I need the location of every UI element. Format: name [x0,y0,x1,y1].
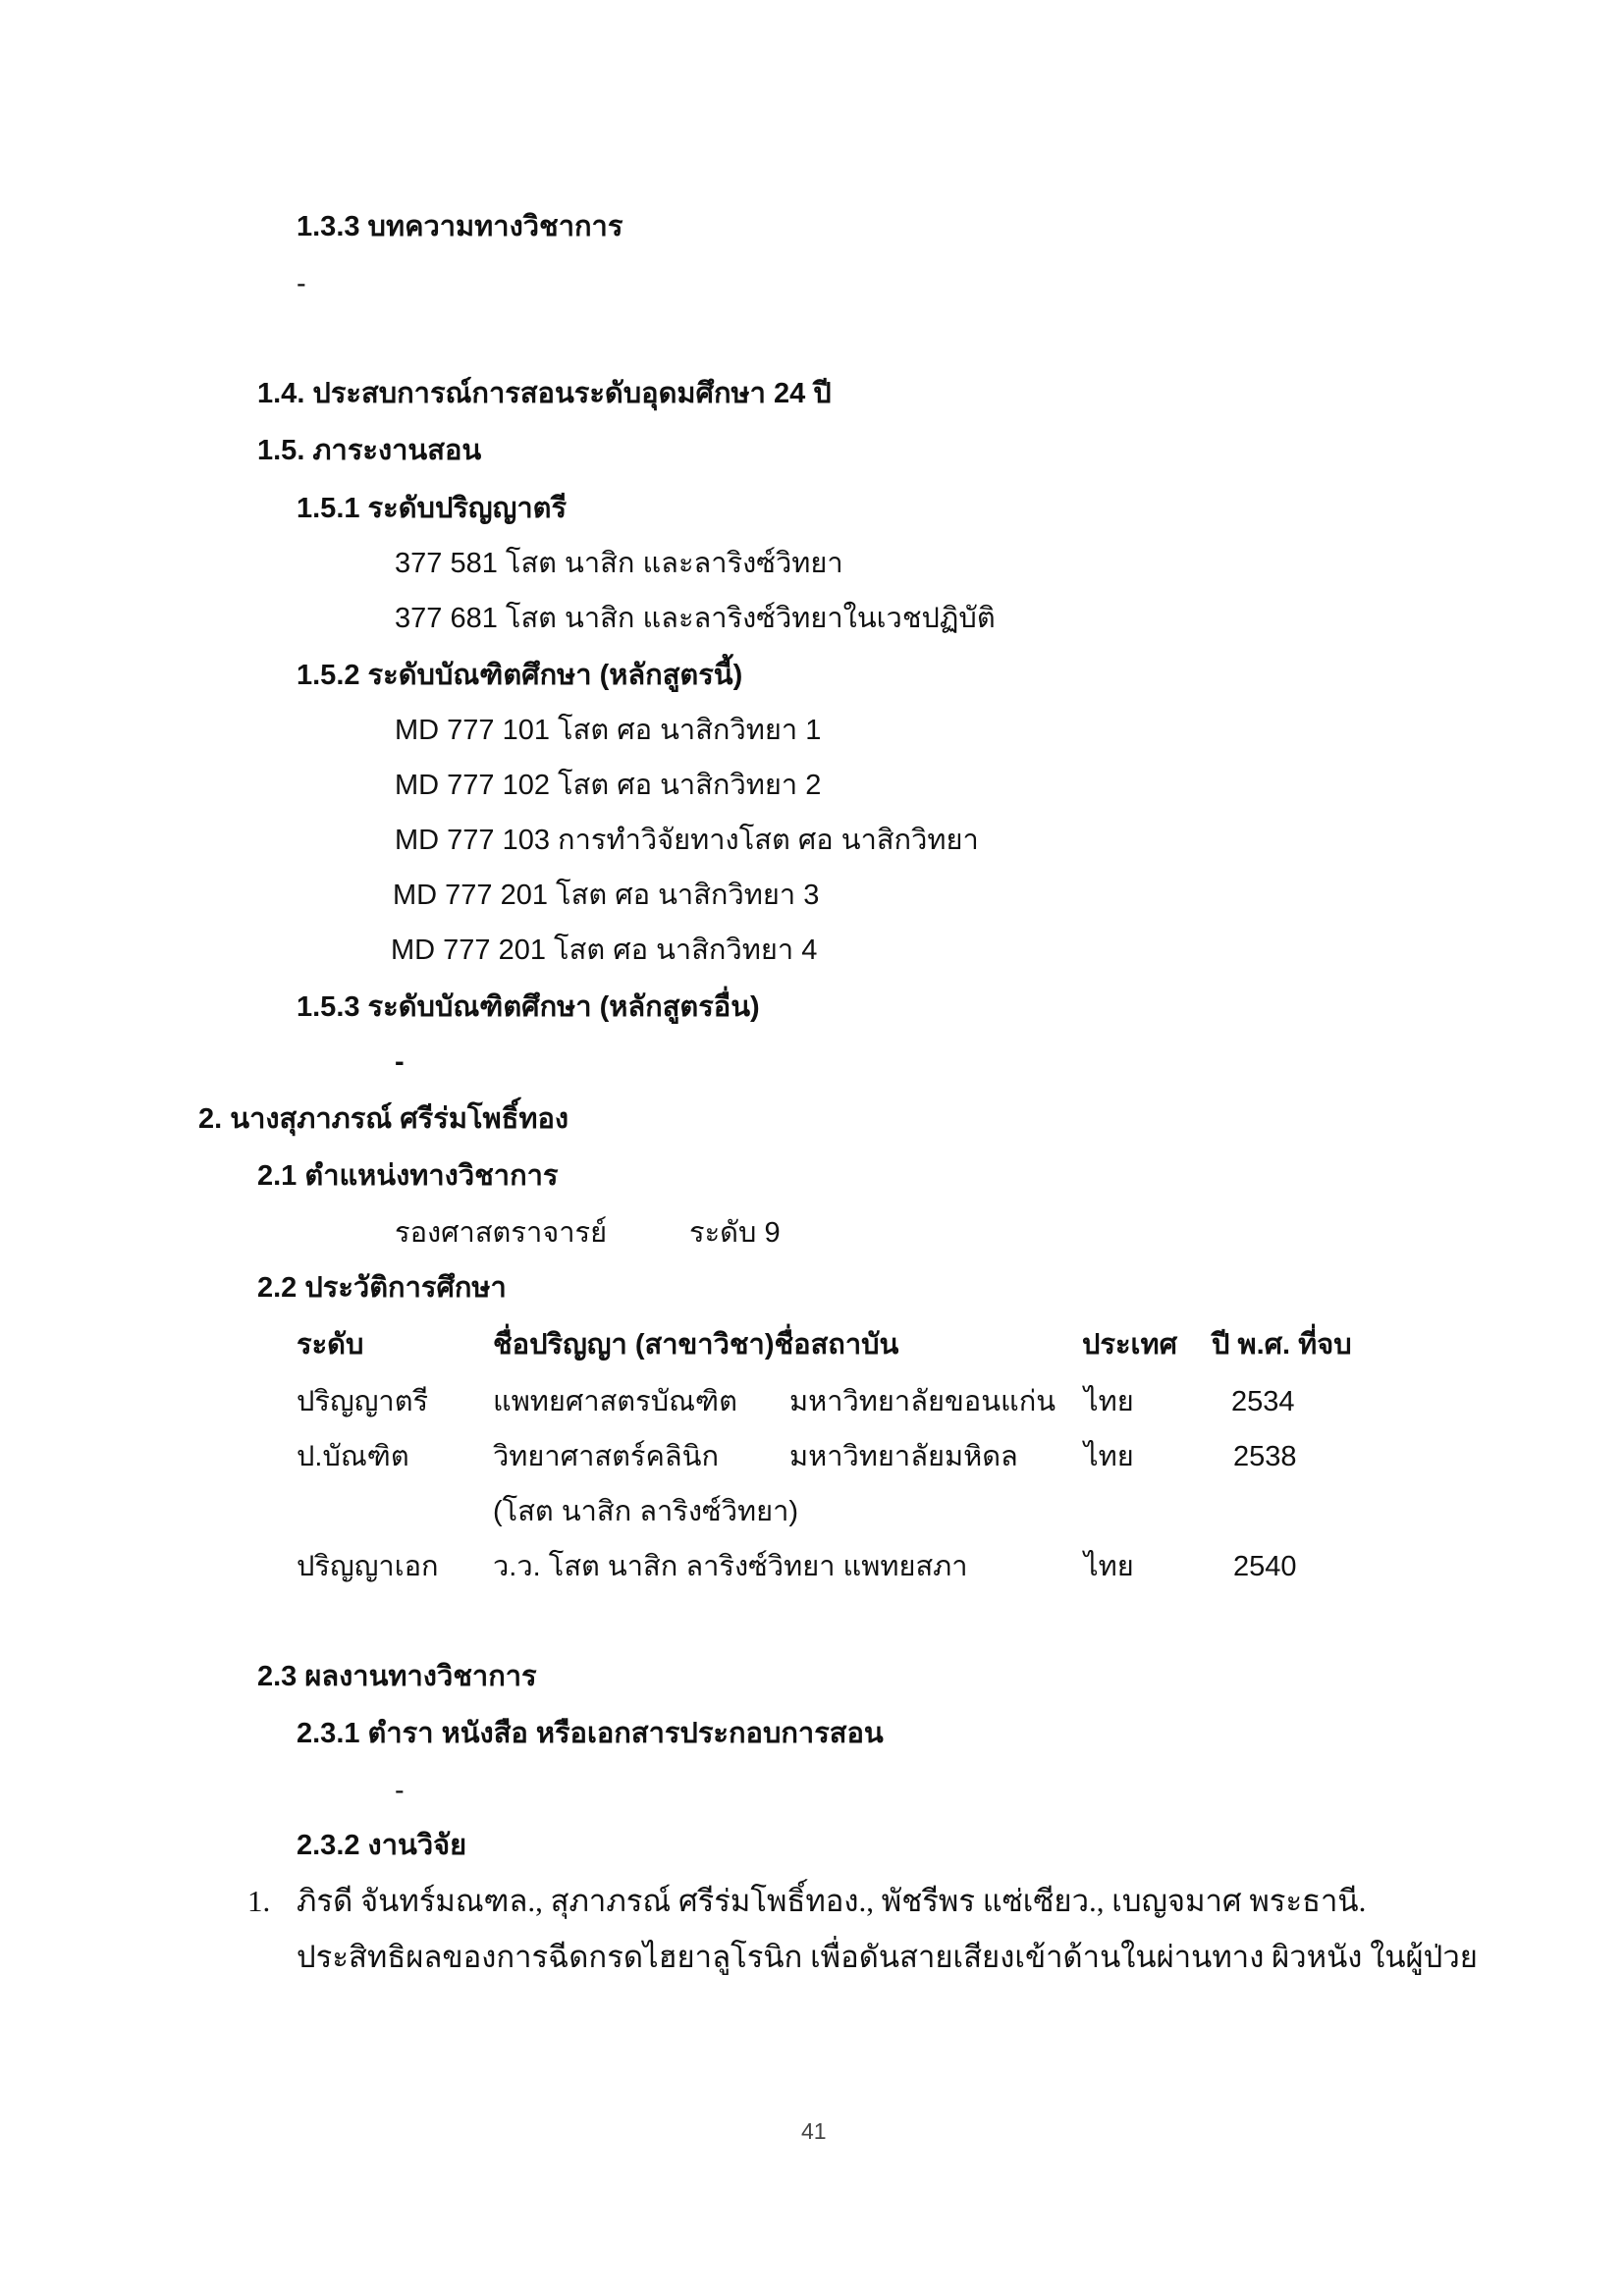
table-header-level: ระดับ [297,1329,364,1361]
course-item: MD 777 102 โสต ศอ นาสิกวิทยา 2 [395,770,822,801]
course-item: MD 777 201 โสต ศอ นาสิกวิทยา 3 [393,880,820,911]
academic-position: รองศาสตราจารย์ [395,1217,608,1249]
page-number: 41 [801,2118,827,2144]
table-header-year: ปี พ.ศ. ที่จบ [1212,1329,1352,1361]
course-item: MD 777 101 โสต ศอ นาสิกวิทยา 1 [395,715,822,746]
section-1-5-3-heading: 1.5.3 ระดับบัณฑิตศึกษา (หลักสูตรอื่น) [297,991,760,1023]
cell-country: ไทย [1084,1386,1134,1417]
section-1-5-2-heading: 1.5.2 ระดับบัณฑิตศึกษา (หลักสูตรนี้) [297,660,743,691]
research-item-number: 1. [247,1884,271,1918]
cell-country: ไทย [1084,1551,1134,1582]
cell-degree: วิทยาศาสตร์คลินิก [493,1441,720,1472]
cell-year: 2540 [1233,1551,1297,1582]
cell-year: 2538 [1233,1441,1297,1472]
research-item-line-1: ภิรดี จันทร์มณฑล., สุภาภรณ์ ศรีร่มโพธิ์ทอง., พัชรีพร แซ่เซียว., เบญจมาศ พระธานี. [297,1884,1367,1918]
section-1-5-heading: 1.5. ภาระงานสอน [257,435,482,466]
cell-institution: มหาวิทยาลัยขอนแก่น [789,1386,1056,1417]
cell-level: ปริญญาเอก [297,1551,439,1582]
section-2-2-heading: 2.2 ประวัติการศึกษา [257,1272,507,1304]
course-item: MD 777 201 โสต ศอ นาสิกวิทยา 4 [391,934,818,966]
cell-country: ไทย [1084,1441,1134,1472]
section-1-4-heading: 1.4. ประสบการณ์การสอนระดับอุดมศึกษา 24 ปี [257,378,832,409]
table-header-country: ประเทศ [1082,1329,1177,1361]
section-2-3-1-heading: 2.3.1 ตำรา หนังสือ หรือเอกสารประกอบการสอน [297,1718,884,1749]
course-item: 377 581 โสต นาสิก และลาริงซ์วิทยา [395,548,843,579]
cell-degree: แพทยศาสตรบัณฑิต [493,1386,737,1417]
section-1-5-1-heading: 1.5.1 ระดับปริญญาตรี [297,493,568,524]
academic-level: ระดับ 9 [689,1217,781,1249]
cell-institution: มหาวิทยาลัยมหิดล [789,1441,1018,1472]
research-item-line-2: ประสิทธิผลของการฉีดกรดไฮยาลูโรนิก เพื่อดันสายเสียงเข้าด้านในผ่านทาง ผิวหนัง ในผู้ป่วย [297,1940,1478,1974]
person-2-heading: 2. นางสุภาภรณ์ ศรีร่มโพธิ์ทอง [198,1103,569,1135]
cell-degree-line2: (โสต นาสิก ลาริงซ์วิทยา) [493,1496,799,1527]
section-1-3-3-heading: 1.3.3 บทความทางวิชาการ [297,211,623,242]
section-2-3-heading: 2.3 ผลงานทางวิชาการ [257,1661,537,1692]
course-item: MD 777 103 การทำวิจัยทางโสต ศอ นาสิกวิทยา [395,825,979,856]
course-item: 377 681 โสต นาสิก และลาริงซ์วิทยาในเวชปฏิบัติ [395,603,996,634]
section-1-5-3-dash: - [395,1046,405,1078]
cell-year: 2534 [1231,1386,1295,1417]
table-header-degree: ชื่อปริญญา (สาขาวิชา)ชื่อสถาบัน [493,1329,899,1361]
cell-level: ปริญญาตรี [297,1386,429,1417]
cell-degree: ว.ว. โสต นาสิก ลาริงซ์วิทยา แพทยสภา [493,1551,968,1582]
cell-level: ป.บัณฑิต [297,1441,409,1472]
section-2-3-1-dash: - [395,1775,405,1806]
section-2-3-2-heading: 2.3.2 งานวิจัย [297,1830,467,1861]
section-1-3-3-dash: - [297,268,306,299]
section-2-1-heading: 2.1 ตำแหน่งทางวิชาการ [257,1160,559,1192]
